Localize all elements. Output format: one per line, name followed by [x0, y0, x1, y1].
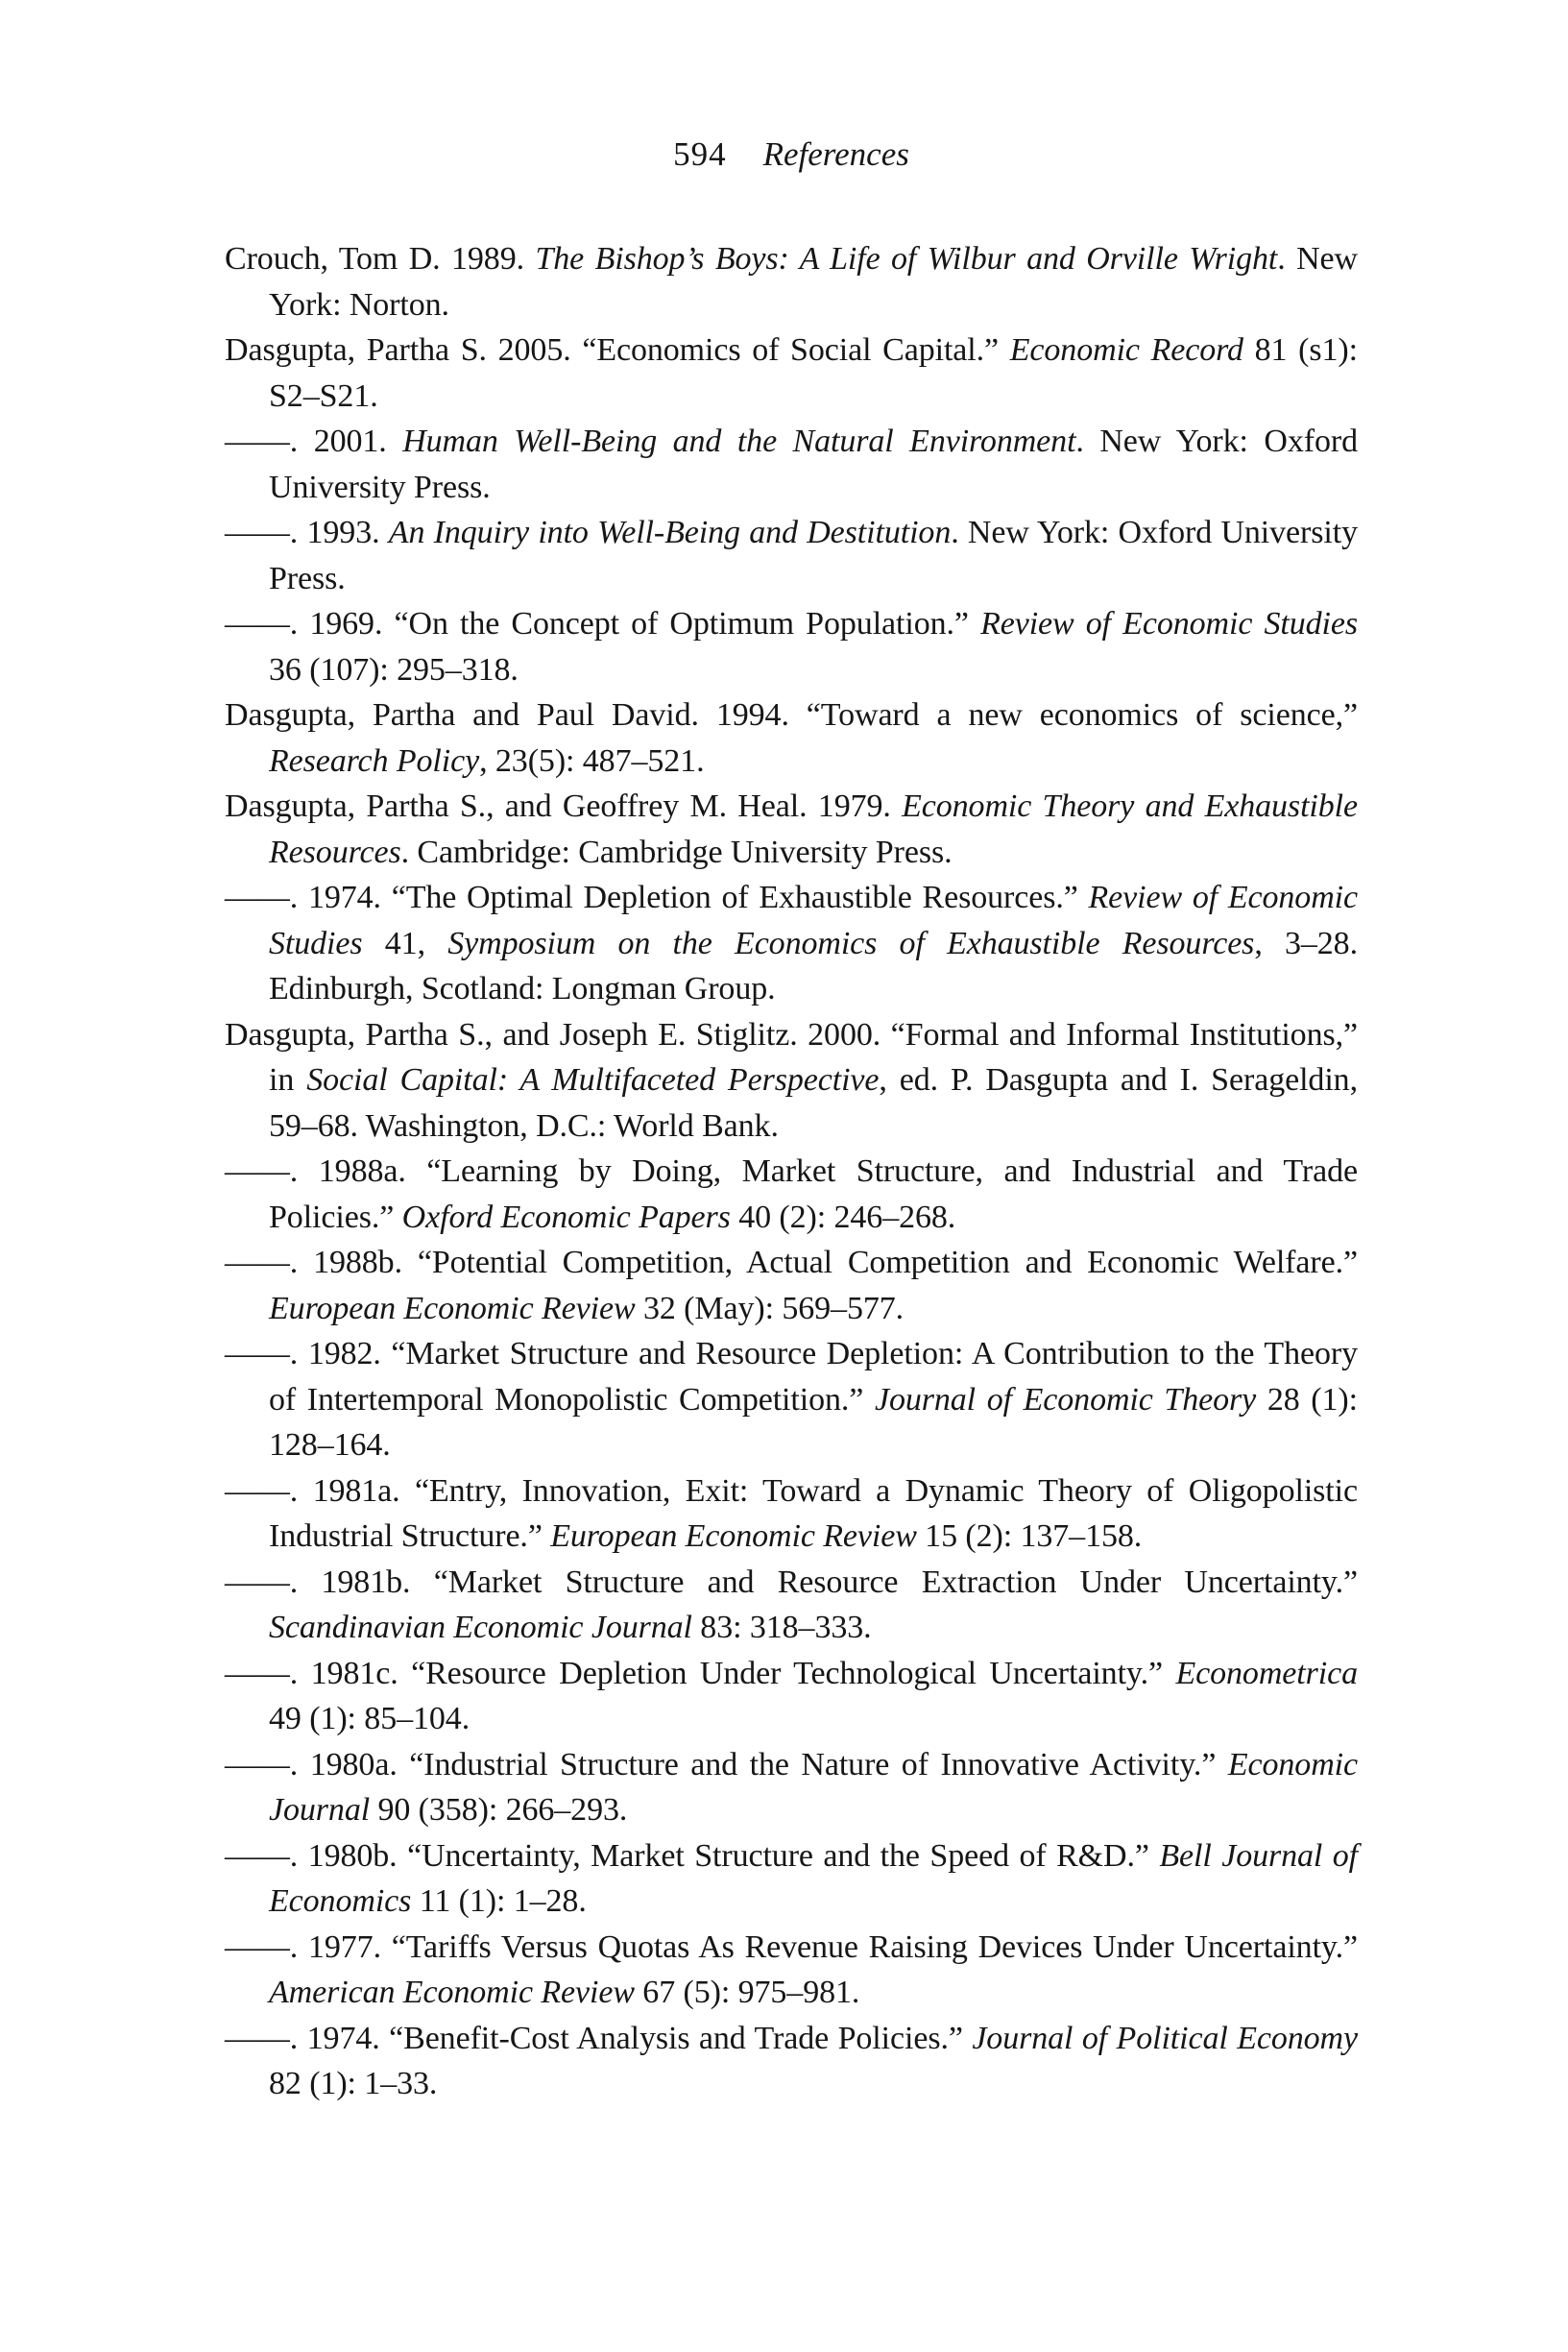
reference-entry	[225, 692, 1358, 784]
reference-italic-text: Economic Theory and Exhaustible Resources	[269, 788, 1358, 870]
reference-text: , 3–28. Edinburgh, Scotland: Longman Group.	[269, 925, 1358, 1006]
reference-entry	[225, 1331, 1358, 1468]
reference-italic-text: An Inquiry into Well-Being and Destitution	[388, 515, 952, 550]
reference-text: ——. 1981a. “Entry, Innovation, Exit: Toward a Dynamic Theory of Oligopolistic Industrial Structure.”	[225, 1472, 1358, 1554]
reference-text: 81 (s1): S2–S21.	[269, 332, 1358, 414]
reference-text: 83: 318–333.	[691, 1610, 872, 1645]
reference-entry	[225, 419, 1358, 510]
reference-text: ——. 1980a. “Industrial Structure and the Nature of Innovative Activity.”	[225, 1746, 1228, 1782]
reference-entry	[225, 2016, 1358, 2107]
reference-text: ——. 1993.	[225, 515, 389, 550]
reference-text: ——. 1988b. “Potential Competition, Actual Competition and Economic Welfare.”	[225, 1245, 1358, 1280]
reference-italic-text: Bell Journal of Economics	[269, 1837, 1358, 1919]
reference-italic-text: Review of Economic Studies	[269, 880, 1358, 961]
reference-text: ——. 1988a. “Learning by Doing, Market Structure, and Industrial and Trade Policies.”	[225, 1153, 1358, 1235]
reference-text: . New York: Norton.	[269, 241, 1358, 323]
reference-text: ——. 1974. “Benefit-Cost Analysis and Trade Policies.”	[225, 2020, 973, 2056]
reference-entry	[225, 327, 1358, 419]
reference-entry	[225, 1651, 1358, 1742]
reference-entry	[225, 510, 1358, 601]
reference-text: 41,	[362, 925, 448, 961]
reference-text: . Cambridge: Cambridge University Press.	[400, 834, 953, 870]
reference-text: 36 (107): 295–318.	[269, 651, 519, 688]
reference-italic-text: The Bishop’s Boys: A Life of Wilbur and Orville Wright	[535, 241, 1278, 277]
reference-entry	[225, 1012, 1358, 1150]
reference-text: . New York: Oxford University Press.	[269, 515, 1358, 596]
reference-italic-text: Review of Economic Studies	[980, 606, 1358, 642]
reference-entry	[225, 236, 1358, 327]
reference-italic-text: Economic Journal	[269, 1746, 1358, 1828]
reference-text: ——. 1981b. “Market Structure and Resource Extraction Under Uncertainty.”	[225, 1564, 1358, 1600]
reference-text: 28 (1): 128–164.	[269, 1381, 1358, 1463]
reference-italic-text: Oxford Economic Papers	[401, 1199, 731, 1235]
reference-entry	[225, 1468, 1358, 1560]
reference-entry	[225, 1833, 1358, 1925]
reference-text: 32 (May): 569–577.	[635, 1290, 905, 1326]
reference-text: , 23(5): 487–521.	[479, 742, 705, 779]
reference-entry	[225, 601, 1358, 692]
reference-italic-text: Scandinavian Economic Journal	[269, 1610, 692, 1645]
reference-italic-text: Social Capital: A Multifaceted Perspective	[306, 1062, 880, 1098]
running-head-title: References	[762, 135, 909, 173]
reference-text: ——. 1980b. “Uncertainty, Market Structure and the Speed of R&D.”	[225, 1837, 1160, 1874]
reference-text: ——. 1969. “On the Concept of Optimum Population.”	[225, 606, 981, 642]
reference-italic-text: Journal of Economic Theory	[874, 1381, 1257, 1418]
reference-text: Crouch, Tom D. 1989.	[225, 241, 536, 277]
reference-text: 15 (2): 137–158.	[916, 1518, 1143, 1554]
reference-text: ——. 1977. “Tariffs Versus Quotas As Revenue Raising Devices Under Uncertainty.”	[225, 1928, 1358, 1965]
reference-italic-text: Journal of Political Economy	[972, 2020, 1359, 2056]
reference-text: ——. 1974. “The Optimal Depletion of Exhaustible Resources.”	[225, 880, 1089, 915]
reference-entry	[225, 1149, 1358, 1240]
reference-text: 11 (1): 1–28.	[411, 1883, 587, 1919]
reference-italic-text: European Economic Review	[269, 1290, 636, 1326]
reference-italic-text: Economic Record	[1009, 332, 1243, 368]
reference-text: Dasgupta, Partha and Paul David. 1994. “Toward a new economics of science,”	[225, 697, 1358, 733]
running-head	[225, 131, 1358, 179]
reference-entry	[225, 875, 1358, 1012]
reference-italic-text: Human Well-Being and the Natural Environment	[402, 424, 1076, 459]
reference-text: 49 (1): 85–104.	[269, 1701, 470, 1736]
reference-text: , ed. P. Dasgupta and I. Serageldin, 59–68. Washington, D.C.: World Bank.	[269, 1062, 1358, 1144]
reference-entry	[225, 1240, 1358, 1331]
reference-text: Dasgupta, Partha S., and Joseph E. Stiglitz. 2000. “Formal and Informal Institutions,” in	[225, 1016, 1358, 1098]
reference-italic-text: Symposium on the Economics of Exhaustible Resources	[447, 925, 1255, 961]
reference-text: 90 (358): 266–293.	[370, 1792, 628, 1828]
page-number: 594	[673, 135, 727, 173]
reference-text: . New York: Oxford University Press.	[269, 424, 1358, 505]
reference-text: Dasgupta, Partha S. 2005. “Economics of Social Capital.”	[225, 332, 1010, 368]
reference-entry	[225, 1742, 1358, 1833]
reference-text: ——. 2001.	[225, 424, 403, 459]
reference-text: ——. 1981c. “Resource Depletion Under Technological Uncertainty.”	[225, 1655, 1176, 1691]
reference-text: 67 (5): 975–981.	[634, 1975, 860, 2010]
reference-italic-text: European Economic Review	[550, 1518, 917, 1554]
reference-entry	[225, 1560, 1358, 1651]
reference-entry	[225, 784, 1358, 875]
reference-entry	[225, 1925, 1358, 2016]
reference-italic-text: Research Policy	[269, 742, 480, 779]
reference-text: 40 (2): 246–268.	[730, 1199, 956, 1235]
references-list	[225, 236, 1358, 2107]
reference-text: ——. 1982. “Market Structure and Resource Depletion: A Contribution to the Theory of Intertemporal Monopolistic Competition.”	[225, 1336, 1358, 1418]
reference-italic-text: American Economic Review	[269, 1975, 635, 2010]
reference-italic-text: Econometrica	[1175, 1655, 1358, 1691]
reference-text: Dasgupta, Partha S., and Geoffrey M. Heal. 1979.	[225, 788, 903, 824]
reference-text: 82 (1): 1–33.	[269, 2066, 438, 2101]
